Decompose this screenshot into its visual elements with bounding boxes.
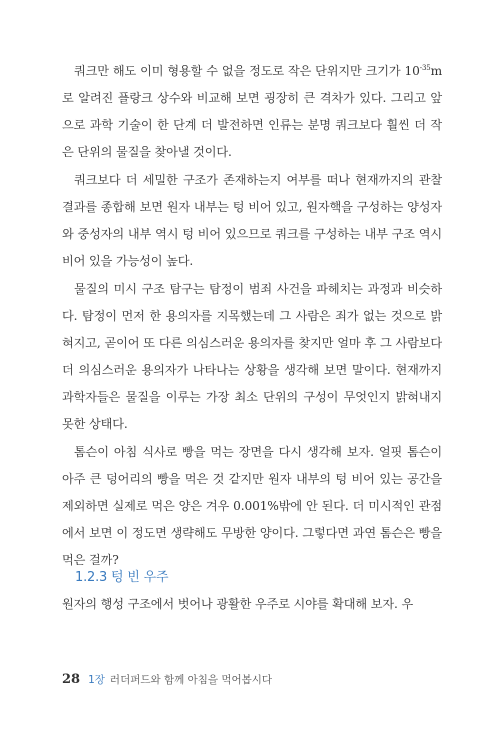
paragraph-1-text-b: m로 알려진 플랑크 상수와 비교해 보면 굉장히 큰 격차가 있다. 그리고 앞으로 과학 기술이 한 단계 더 발전하면 인류는 분명 쿼크보다 훨씬 더 작은 단위의 물질을 찾아낼 것이다.: [62, 64, 442, 159]
chapter-title: 러더퍼드와 함께 아침을 먹어봅시다: [109, 674, 273, 686]
paragraph-1-text-a: 쿼크만 해도 이미 형용할 수 없을 정도로 작은 단위지만 크기가 10: [74, 64, 420, 78]
section-heading: 1.2.3 텅 빈 우주: [75, 570, 169, 585]
section-paragraph: 원자의 행성 구조에서 벗어나 광활한 우주로 시야를 확대해 보자. 우: [62, 597, 414, 611]
paragraph-2: 쿼크보다 더 세밀한 구조가 존재하는지 여부를 떠나 현재까지의 관찰 결과를 종합해 보면 원자 내부는 텅 비어 있고, 원자핵을 구성하는 양성자와 중성자의 내부 역시 텅 비어 있으므로 쿼크를 구성하는 내부 구조 역시 비어 있을 가능성이 높다.: [62, 173, 442, 268]
exponent: -35: [419, 63, 431, 72]
paragraph-3: 물질의 미시 구조 탐구는 탐정이 범죄 사건을 파헤치는 과정과 비슷하다. 탐정이 먼저 한 용의자를 지목했는데 그 사람은 죄가 없는 것으로 밝혀지고, 곧이어 또 다른 의심스러운 용의자를 찾지만 얼마 후 그 사람보다 더 의심스러운 용의자가 나타나는 상황을 생각해 보면 말이다. 현재까지 과학자들은 물질을 이루는 가장 최소 단위의 구성이 무엇인지 밝혀내지 못한 상태다.: [62, 282, 442, 431]
paragraph-1: [62, 58, 442, 166]
page-footer: [62, 672, 272, 687]
paragraph-4: 톰슨이 아침 식사로 빵을 먹는 장면을 다시 생각해 보자. 얼핏 톰슨이 아주 큰 덩어리의 빵을 먹은 것 같지만 원자 내부의 텅 비어 있는 공간을 제외하면 실제로 먹은 양은 겨우 0.001%밖에 안 된다. 더 미시적인 관점에서 보면 이 정도면 생략해도 무방한 양이다. 그렇다면 과연 톰슨은 빵을 먹은 걸까?: [62, 445, 442, 567]
body-text: [62, 58, 442, 575]
chapter-label: 1장: [88, 674, 105, 686]
page-number: 28: [62, 672, 81, 687]
